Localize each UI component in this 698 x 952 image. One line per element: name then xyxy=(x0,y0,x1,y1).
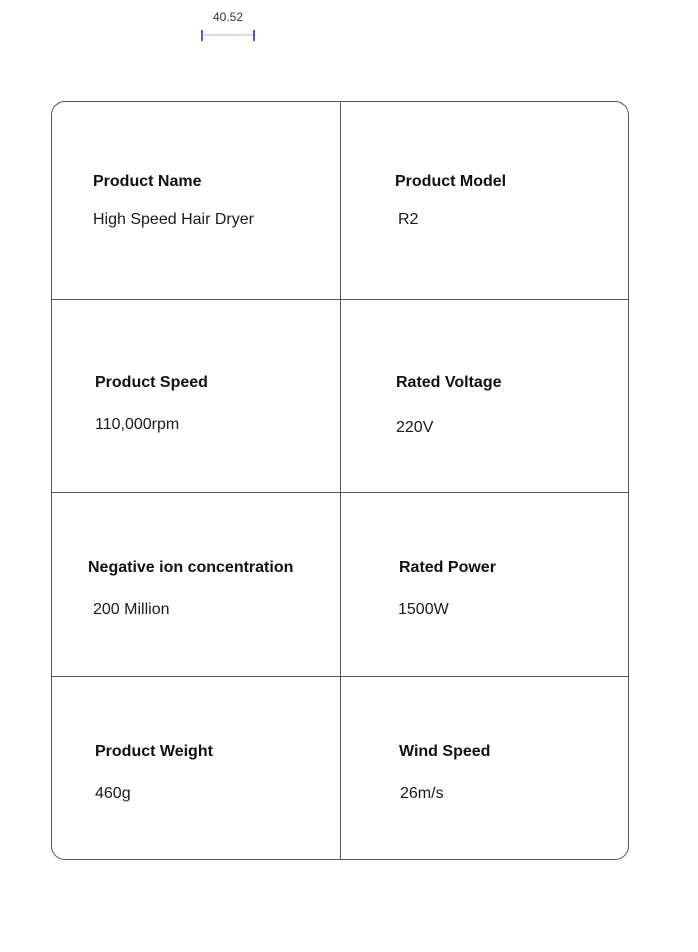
spec-table xyxy=(51,101,629,860)
spec-label: Negative ion concentration xyxy=(88,559,294,576)
dimension-label: 40.52 xyxy=(212,10,244,24)
spec-cell-wind-speed xyxy=(341,677,628,859)
spec-value: 460g xyxy=(95,785,131,802)
spec-label: Rated Power xyxy=(399,559,496,576)
spec-label: Rated Voltage xyxy=(396,374,502,391)
spec-label: Product Weight xyxy=(95,743,213,760)
spec-label: Wind Speed xyxy=(399,743,491,760)
spec-cell-product-name xyxy=(52,102,341,300)
spec-label: Product Model xyxy=(395,173,507,190)
spec-cell-product-speed xyxy=(52,300,341,493)
spec-value: R2 xyxy=(398,211,419,228)
spec-label: Product Name xyxy=(93,173,202,190)
dimension-annotation xyxy=(198,10,258,38)
spec-cell-negative-ion xyxy=(52,493,341,677)
spec-value: 200 Million xyxy=(93,601,170,618)
spec-label: Product Speed xyxy=(95,374,208,391)
spec-value: 110,000rpm xyxy=(95,416,180,433)
spec-cell-product-model xyxy=(341,102,628,300)
spec-value: 1500W xyxy=(398,601,449,618)
spec-value: 220V xyxy=(396,419,434,436)
spec-cell-rated-voltage xyxy=(341,300,628,493)
spec-cell-product-weight xyxy=(52,677,341,859)
spec-value: High Speed Hair Dryer xyxy=(93,211,254,228)
spec-value: 26m/s xyxy=(400,785,444,802)
spec-cell-rated-power xyxy=(341,493,628,677)
dimension-line-icon xyxy=(201,28,255,42)
